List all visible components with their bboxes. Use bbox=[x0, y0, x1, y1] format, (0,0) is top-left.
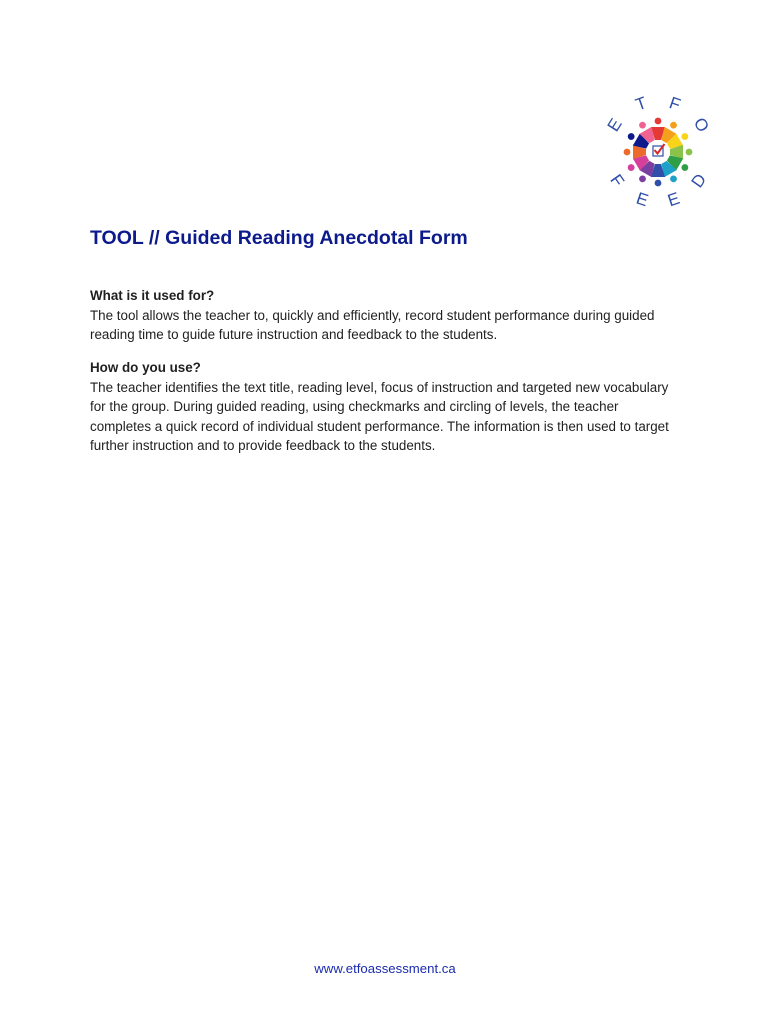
logo-letter: E bbox=[603, 115, 626, 135]
logo-letter: E bbox=[633, 188, 651, 211]
section-question: What is it used for? bbox=[90, 288, 215, 303]
section-question: How do you use? bbox=[90, 360, 201, 375]
logo-letter: D bbox=[687, 170, 711, 192]
section-usage bbox=[90, 358, 680, 456]
etfo-feed-logo-graphic bbox=[603, 92, 718, 222]
logo-letter: O bbox=[689, 114, 713, 136]
footer-url[interactable]: www.etfoassessment.ca bbox=[314, 961, 456, 976]
section-purpose bbox=[90, 286, 680, 345]
section-answer: The teacher identifies the text title, reading level, focus of instruction and targeted new vocabulary for the group. During guided reading, using checkmarks and circling of levels, the teacher completes a quick record of individual student performance. The information is then used to target further instruction and to provide feedback to the students. bbox=[90, 379, 669, 453]
section-answer: The tool allows the teacher to, quickly and efficiently, record student performance during guided reading time to guide future instruction and feedback to the students. bbox=[90, 307, 655, 342]
logo-letter: F bbox=[666, 93, 683, 115]
page-title: TOOL // Guided Reading Anecdotal Form bbox=[90, 227, 468, 249]
logo-letter: F bbox=[606, 170, 628, 191]
logo-letter: E bbox=[665, 188, 683, 211]
etfo-feed-logo bbox=[603, 92, 718, 222]
logo-letter: T bbox=[633, 93, 650, 115]
